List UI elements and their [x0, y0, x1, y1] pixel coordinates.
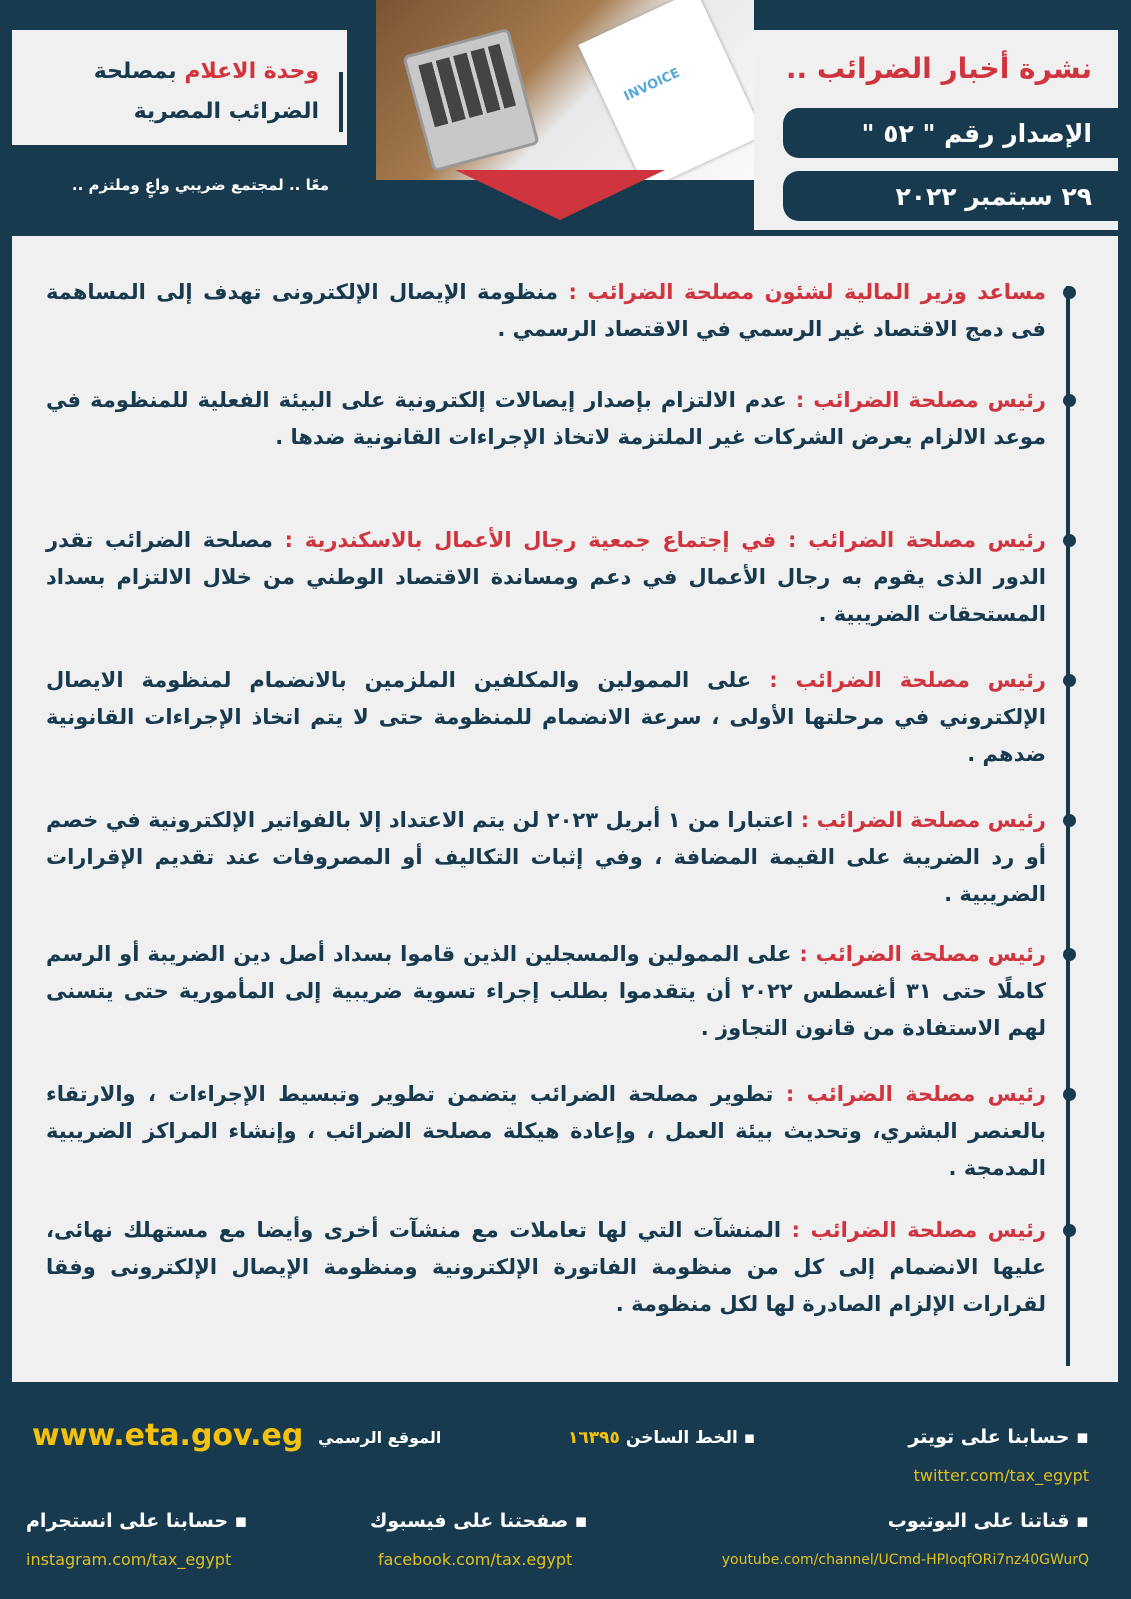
item-heading: رئيس مصلحة الضرائب : — [795, 388, 1046, 412]
item-heading: رئيس مصلحة الضرائب : — [799, 942, 1046, 966]
youtube-link[interactable]: youtube.com/channel/UCmd-HPIoqfORi7nz40GWurQ — [721, 1552, 1089, 1568]
bullet-icon — [1063, 1088, 1076, 1101]
item-body: على الممولين والمكلفين الملزمين بالانضمام لمنظومة الايصال الإلكتروني في مرحلتها الأولى ، سرعة الانضمام للمنظومة حتى لا يتم اتخاذ الإجراءات القانونية ضدهم . — [46, 668, 1046, 766]
item-body: تطوير مصلحة الضرائب يتضمن تطوير وتبسيط الإجراءات ، والارتقاء بالعنصر البشري، وتحديث بيئة العمل ، وإعادة هيكلة مصلحة الضرائب ، وإنشاء المراكز الضريبية المدمجة . — [46, 1082, 1046, 1180]
bullet-icon — [1063, 674, 1076, 687]
item-heading: رئيس مصلحة الضرائب : — [785, 1082, 1047, 1106]
website-label: الموقع الرسمي — [318, 1428, 442, 1447]
item-heading: مساعد وزير المالية لشئون مصلحة الضرائب : — [568, 280, 1046, 304]
item-heading: رئيس مصلحة الضرائب : في إجتماع جمعية رجال الأعمال بالاسكندرية : — [284, 528, 1047, 552]
invoice-image — [578, 0, 754, 180]
media-unit-box — [12, 30, 347, 145]
news-item — [46, 1076, 1046, 1187]
news-item — [46, 274, 1046, 348]
item-body: مصلحة الضرائب تقدر الدور الذى يقوم به رجال الأعمال في دعم ومساندة الاقتصاد الوطني من خلال الالتزام بسداد المستحقات الضريبية . — [46, 528, 1046, 626]
news-item — [46, 1212, 1046, 1323]
unit-line2: الضرائب المصرية — [133, 99, 319, 124]
item-heading: رئيس مصلحة الضرائب : — [769, 668, 1047, 692]
media-unit-title — [94, 52, 319, 132]
news-panel — [12, 236, 1118, 1382]
unit-name: وحدة الاعلام — [184, 59, 319, 84]
website-link[interactable]: www.eta.gov.eg — [32, 1418, 304, 1453]
item-body: اعتبارا من ١ أبريل ٢٠٢٣ لن يتم الاعتداد إلا بالفواتير الإلكترونية في خصم أو رد الضريبة على القيمة المضافة ، وفي إثبات التكاليف أو المصروفات عند تقديم الإقرارات الضريبية . — [46, 808, 1046, 906]
twitter-link[interactable]: twitter.com/tax_egypt — [913, 1466, 1089, 1485]
unit-rest: بمصلحة — [93, 59, 177, 84]
news-item — [46, 802, 1046, 913]
invoice-label: INVOICE — [621, 65, 683, 105]
bullet-icon — [1063, 394, 1076, 407]
bullet-icon — [1063, 948, 1076, 961]
motto: معًا .. لمجتمع ضريبي واعٍ وملتزم .. — [71, 176, 329, 194]
bullet-icon — [1063, 286, 1076, 299]
news-item — [46, 522, 1046, 633]
facebook-link[interactable]: facebook.com/tax.egypt — [378, 1550, 573, 1569]
header-photo — [376, 0, 754, 180]
issue-number: الإصدار رقم " ٥٢ " — [783, 108, 1118, 158]
calculator-image — [402, 28, 539, 172]
news-item — [46, 662, 1046, 773]
news-item — [46, 936, 1046, 1047]
bullet-icon — [1063, 814, 1076, 827]
item-heading: رئيس مصلحة الضرائب : — [791, 1218, 1047, 1242]
hotline-label: ▪ الخط الساخن — [625, 1428, 756, 1448]
item-body: منظومة الإيصال الإلكترونى تهدف إلى المساهمة فى دمج الاقتصاد غير الرسمي في الاقتصاد الرسمي . — [46, 280, 1046, 341]
issue-date: ٢٩ سبتمبر ٢٠٢٢ — [783, 171, 1118, 221]
bullet-icon — [1063, 534, 1076, 547]
hotline-number: ١٦٣٩٥ — [568, 1428, 620, 1448]
item-body: على الممولين والمسجلين الذين قاموا بسداد أصل دين الضريبة أو الرسم كاملًا حتى ٣١ أغسطس ٢٠٢٢ أن يتقدموا بطلب إجراء تسوية ضريبية إلى المأمورية حتى يتسنى لهم الاستفادة من قانون التجاوز . — [46, 942, 1046, 1040]
instagram-label: ▪ حسابنا على انستجرام — [26, 1510, 248, 1532]
item-body: عدم الالتزام بإصدار إيصالات إلكترونية على البيئة الفعلية للمنظومة في موعد الالزام يعرض الشركات غير الملتزمة لاتخاذ الإجراءات القانونية ضدها . — [46, 388, 1046, 449]
facebook-label: ▪ صفحتنا على فيسبوك — [370, 1510, 588, 1532]
twitter-label: ▪ حسابنا على تويتر — [908, 1426, 1089, 1448]
newsletter-title: نشرة أخبار الضرائب .. — [785, 52, 1092, 85]
bullet-icon — [1063, 1224, 1076, 1237]
chevron-decoration — [455, 170, 665, 220]
item-body: المنشآت التي لها تعاملات مع منشآت أخرى وأيضا مع مستهلك نهائى، عليها الانضمام إلى كل من منظومة الفاتورة الإلكترونية ومنظومة الإيصال الإلكترونى وفقا لقرارات الإلزام الصادرة لها لكل منظومة . — [46, 1218, 1046, 1316]
hotline — [568, 1428, 755, 1448]
instagram-link[interactable]: instagram.com/tax_egypt — [26, 1550, 232, 1569]
news-item — [46, 382, 1046, 456]
youtube-label: ▪ قناتنا على اليوتيوب — [887, 1510, 1089, 1532]
item-heading: رئيس مصلحة الضرائب : — [800, 808, 1046, 832]
divider — [339, 72, 343, 132]
newsletter-header — [754, 30, 1118, 230]
